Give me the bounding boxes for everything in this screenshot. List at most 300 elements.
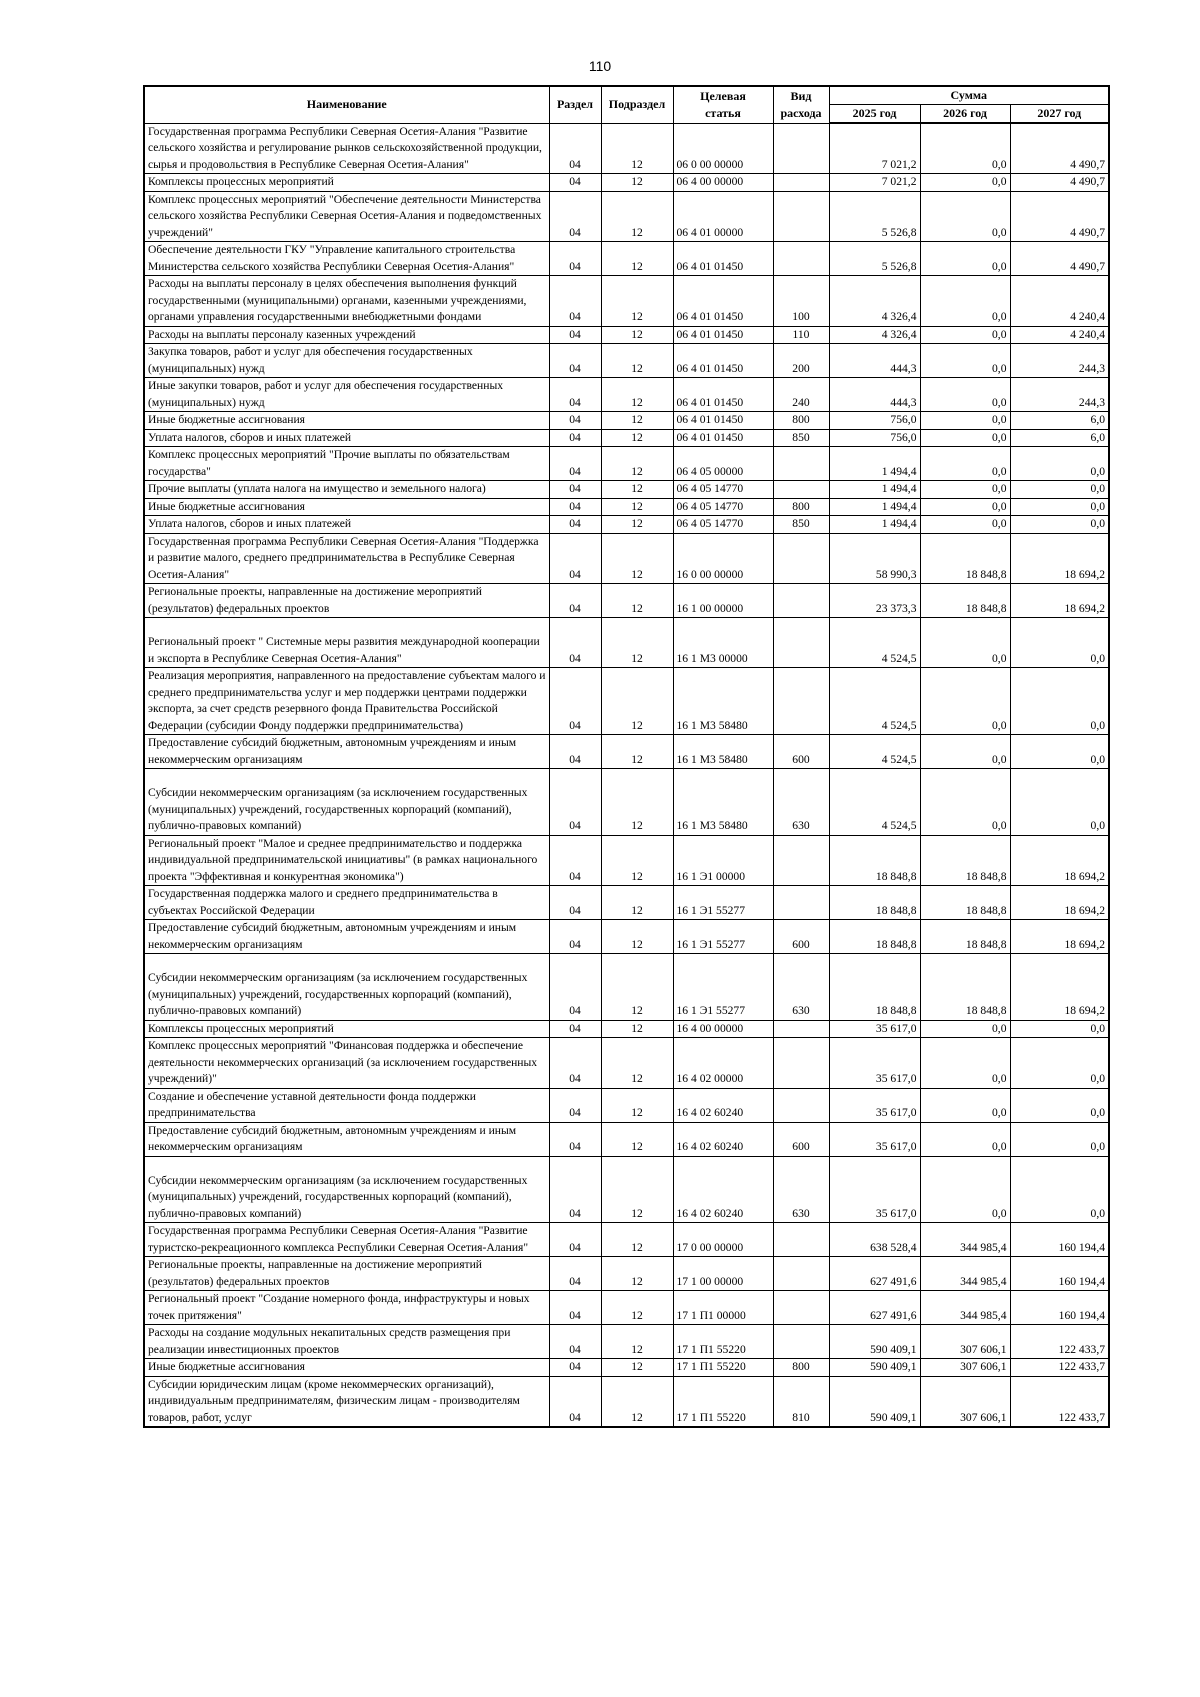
- row-target-article: 17 1 00 00000: [673, 1257, 773, 1291]
- row-expense-type: 850: [773, 516, 829, 534]
- row-expense-type: [773, 1291, 829, 1325]
- row-name: Комплексы процессных мероприятий: [144, 1020, 549, 1038]
- row-podrazdel: 12: [601, 835, 673, 886]
- row-sum-2027: 0,0: [1010, 1088, 1109, 1122]
- header-type-line2: расхода: [780, 105, 822, 120]
- budget-table: [143, 85, 1110, 1428]
- row-sum-2027: 122 433,7: [1010, 1359, 1109, 1377]
- row-sum-2026: 0,0: [920, 668, 1010, 735]
- row-razdel: 04: [549, 123, 601, 174]
- table-row: [144, 429, 1109, 447]
- row-sum-2025: 627 491,6: [829, 1291, 920, 1325]
- row-sum-2026: 344 985,4: [920, 1291, 1010, 1325]
- table-row: [144, 174, 1109, 192]
- row-expense-type: 630: [773, 954, 829, 1021]
- row-name: Субсидии некоммерческим организациям (за исключением государственных (муниципальных) учреждений, государственных корпораций (компаний), публично-правовых компаний): [144, 1156, 549, 1223]
- row-name: Расходы на создание модульных некапитальных средств размещения при реализации инвестиционных проектов: [144, 1325, 549, 1359]
- row-sum-2027: 160 194,4: [1010, 1257, 1109, 1291]
- row-razdel: 04: [549, 429, 601, 447]
- row-podrazdel: 12: [601, 769, 673, 836]
- table-row: [144, 769, 1109, 836]
- row-podrazdel: 12: [601, 1359, 673, 1377]
- row-sum-2025: 590 409,1: [829, 1325, 920, 1359]
- row-name: Комплекс процессных мероприятий "Обеспечение деятельности Министерства сельского хозяйства Республики Северная Осетия-Алания и подведомственных учреждений": [144, 191, 549, 242]
- row-expense-type: [773, 584, 829, 618]
- row-sum-2025: 7 021,2: [829, 123, 920, 174]
- header-podrazdel: Подраздел: [601, 86, 673, 123]
- row-sum-2027: 6,0: [1010, 412, 1109, 430]
- row-sum-2025: 35 617,0: [829, 1038, 920, 1089]
- row-sum-2026: 0,0: [920, 735, 1010, 769]
- row-sum-2025: 756,0: [829, 412, 920, 430]
- row-sum-2025: 4 524,5: [829, 769, 920, 836]
- row-razdel: 04: [549, 481, 601, 499]
- table-row: [144, 1088, 1109, 1122]
- row-sum-2026: 0,0: [920, 412, 1010, 430]
- row-sum-2026: 18 848,8: [920, 954, 1010, 1021]
- row-razdel: 04: [549, 447, 601, 481]
- row-expense-type: 800: [773, 1359, 829, 1377]
- row-sum-2027: 0,0: [1010, 1038, 1109, 1089]
- row-sum-2027: 122 433,7: [1010, 1376, 1109, 1427]
- row-podrazdel: 12: [601, 1088, 673, 1122]
- row-sum-2027: 18 694,2: [1010, 584, 1109, 618]
- row-razdel: 04: [549, 1257, 601, 1291]
- row-target-article: 06 4 05 00000: [673, 447, 773, 481]
- row-sum-2026: 18 848,8: [920, 886, 1010, 920]
- table-row: [144, 954, 1109, 1021]
- row-sum-2025: 4 326,4: [829, 276, 920, 327]
- row-target-article: 06 4 01 00000: [673, 191, 773, 242]
- row-podrazdel: 12: [601, 735, 673, 769]
- row-podrazdel: 12: [601, 584, 673, 618]
- row-sum-2026: 0,0: [920, 447, 1010, 481]
- row-sum-2025: 35 617,0: [829, 1020, 920, 1038]
- row-sum-2027: 4 240,4: [1010, 326, 1109, 344]
- row-podrazdel: 12: [601, 668, 673, 735]
- row-target-article: 16 4 02 60240: [673, 1122, 773, 1156]
- row-podrazdel: 12: [601, 191, 673, 242]
- row-sum-2025: 7 021,2: [829, 174, 920, 192]
- row-podrazdel: 12: [601, 516, 673, 534]
- row-razdel: 04: [549, 516, 601, 534]
- row-expense-type: 240: [773, 378, 829, 412]
- row-razdel: 04: [549, 954, 601, 1021]
- row-sum-2025: 5 526,8: [829, 242, 920, 276]
- row-target-article: 16 1 Э1 00000: [673, 835, 773, 886]
- row-razdel: 04: [549, 920, 601, 954]
- row-sum-2025: 444,3: [829, 344, 920, 378]
- row-name: Создание и обеспечение уставной деятельности фонда поддержки предпринимательства: [144, 1088, 549, 1122]
- row-razdel: 04: [549, 835, 601, 886]
- table-row: [144, 1257, 1109, 1291]
- row-sum-2025: 1 494,4: [829, 516, 920, 534]
- row-target-article: 16 0 00 00000: [673, 533, 773, 584]
- row-podrazdel: 12: [601, 1291, 673, 1325]
- row-expense-type: 810: [773, 1376, 829, 1427]
- row-sum-2026: 307 606,1: [920, 1325, 1010, 1359]
- row-name: Региональный проект "Создание номерного фонда, инфраструктуры и новых точек притяжения": [144, 1291, 549, 1325]
- row-target-article: 06 4 01 01450: [673, 344, 773, 378]
- row-name: Иные бюджетные ассигнования: [144, 498, 549, 516]
- row-name: Предоставление субсидий бюджетным, автономным учреждениям и иным некоммерческим организациям: [144, 920, 549, 954]
- row-sum-2025: 1 494,4: [829, 498, 920, 516]
- table-row: [144, 123, 1109, 174]
- row-sum-2025: 35 617,0: [829, 1088, 920, 1122]
- table-row: [144, 242, 1109, 276]
- row-sum-2025: 4 524,5: [829, 668, 920, 735]
- row-sum-2026: 0,0: [920, 618, 1010, 668]
- row-razdel: 04: [549, 668, 601, 735]
- row-razdel: 04: [549, 344, 601, 378]
- row-sum-2027: 0,0: [1010, 769, 1109, 836]
- table-row: [144, 191, 1109, 242]
- row-expense-type: 600: [773, 1122, 829, 1156]
- row-podrazdel: 12: [601, 447, 673, 481]
- row-expense-type: 600: [773, 920, 829, 954]
- header-year-2027: 2027 год: [1010, 105, 1109, 124]
- row-sum-2027: 0,0: [1010, 498, 1109, 516]
- row-sum-2027: 244,3: [1010, 344, 1109, 378]
- row-podrazdel: 12: [601, 276, 673, 327]
- row-target-article: 16 1 Э1 55277: [673, 920, 773, 954]
- row-target-article: 06 4 00 00000: [673, 174, 773, 192]
- row-podrazdel: 12: [601, 429, 673, 447]
- row-razdel: 04: [549, 326, 601, 344]
- row-podrazdel: 12: [601, 344, 673, 378]
- row-sum-2026: 0,0: [920, 242, 1010, 276]
- row-razdel: 04: [549, 174, 601, 192]
- row-sum-2027: 18 694,2: [1010, 533, 1109, 584]
- table-row: [144, 498, 1109, 516]
- row-sum-2027: 18 694,2: [1010, 886, 1109, 920]
- row-sum-2025: 590 409,1: [829, 1376, 920, 1427]
- row-razdel: 04: [549, 1156, 601, 1223]
- row-expense-type: [773, 668, 829, 735]
- table-row: [144, 668, 1109, 735]
- table-row: [144, 447, 1109, 481]
- row-podrazdel: 12: [601, 378, 673, 412]
- row-sum-2026: 0,0: [920, 1088, 1010, 1122]
- table-row: [144, 533, 1109, 584]
- row-razdel: 04: [549, 498, 601, 516]
- row-name: Иные бюджетные ассигнования: [144, 1359, 549, 1377]
- row-name: Государственная программа Республики Северная Осетия-Алания "Развитие туристско-рекреационного комплекса Республики Северная Осетия-Алания": [144, 1223, 549, 1257]
- row-podrazdel: 12: [601, 1325, 673, 1359]
- row-razdel: 04: [549, 584, 601, 618]
- table-row: [144, 378, 1109, 412]
- row-podrazdel: 12: [601, 412, 673, 430]
- row-sum-2026: 0,0: [920, 344, 1010, 378]
- row-sum-2025: 4 524,5: [829, 735, 920, 769]
- row-sum-2026: 0,0: [920, 174, 1010, 192]
- row-name: Уплата налогов, сборов и иных платежей: [144, 429, 549, 447]
- row-sum-2027: 4 490,7: [1010, 191, 1109, 242]
- row-name: Закупка товаров, работ и услуг для обеспечения государственных (муниципальных) нужд: [144, 344, 549, 378]
- header-year-2025: 2025 год: [829, 105, 920, 124]
- row-sum-2026: 0,0: [920, 769, 1010, 836]
- row-sum-2027: 4 240,4: [1010, 276, 1109, 327]
- row-target-article: 16 4 02 60240: [673, 1156, 773, 1223]
- header-target-line2: статья: [705, 105, 741, 120]
- row-expense-type: [773, 886, 829, 920]
- table-row: [144, 1223, 1109, 1257]
- row-razdel: 04: [549, 618, 601, 668]
- row-expense-type: [773, 481, 829, 499]
- row-expense-type: [773, 174, 829, 192]
- row-name: Предоставление субсидий бюджетным, автономным учреждениям и иным некоммерческим организациям: [144, 1122, 549, 1156]
- row-expense-type: [773, 1325, 829, 1359]
- row-sum-2027: 0,0: [1010, 618, 1109, 668]
- row-podrazdel: 12: [601, 242, 673, 276]
- row-razdel: 04: [549, 412, 601, 430]
- table-row: [144, 1020, 1109, 1038]
- row-target-article: 17 0 00 00000: [673, 1223, 773, 1257]
- row-sum-2027: 122 433,7: [1010, 1325, 1109, 1359]
- table-row: [144, 835, 1109, 886]
- row-expense-type: [773, 1257, 829, 1291]
- row-name: Субсидии юридическим лицам (кроме некоммерческих организаций), индивидуальным предпринимателям, физическим лицам - производителям товаров, работ, услуг: [144, 1376, 549, 1427]
- row-sum-2026: 0,0: [920, 191, 1010, 242]
- row-sum-2026: 0,0: [920, 1122, 1010, 1156]
- row-sum-2027: 0,0: [1010, 516, 1109, 534]
- row-sum-2025: 18 848,8: [829, 920, 920, 954]
- row-podrazdel: 12: [601, 498, 673, 516]
- table-row: [144, 1156, 1109, 1223]
- row-name: Прочие выплаты (уплата налога на имущество и земельного налога): [144, 481, 549, 499]
- row-razdel: 04: [549, 378, 601, 412]
- row-target-article: 17 1 П1 55220: [673, 1359, 773, 1377]
- row-razdel: 04: [549, 1088, 601, 1122]
- header-year-2026: 2026 год: [920, 105, 1010, 124]
- row-name: Государственная программа Республики Северная Осетия-Алания "Развитие сельского хозяйства и регулирование рынков сельскохозяйственной продукции, сырья и продовольствия в Республике Северная Осетия-Алания": [144, 123, 549, 174]
- row-name: Субсидии некоммерческим организациям (за исключением государственных (муниципальных) учреждений, государственных корпораций (компаний), публично-правовых компаний): [144, 769, 549, 836]
- row-target-article: 16 1 Э1 55277: [673, 954, 773, 1021]
- row-sum-2025: 35 617,0: [829, 1156, 920, 1223]
- row-expense-type: [773, 1020, 829, 1038]
- row-sum-2027: 244,3: [1010, 378, 1109, 412]
- row-sum-2027: 160 194,4: [1010, 1291, 1109, 1325]
- row-sum-2026: 344 985,4: [920, 1257, 1010, 1291]
- row-podrazdel: 12: [601, 1257, 673, 1291]
- table-row: [144, 920, 1109, 954]
- row-name: Расходы на выплаты персоналу казенных учреждений: [144, 326, 549, 344]
- table-header: [144, 86, 1109, 123]
- header-type-line1: Вид: [790, 88, 812, 103]
- row-expense-type: 110: [773, 326, 829, 344]
- row-sum-2027: 0,0: [1010, 668, 1109, 735]
- row-sum-2026: 0,0: [920, 516, 1010, 534]
- row-target-article: 06 4 01 01450: [673, 412, 773, 430]
- row-target-article: 16 1 Э1 55277: [673, 886, 773, 920]
- row-sum-2027: 0,0: [1010, 1156, 1109, 1223]
- row-target-article: 06 0 00 00000: [673, 123, 773, 174]
- row-sum-2025: 18 848,8: [829, 886, 920, 920]
- table-row: [144, 1325, 1109, 1359]
- table-row: [144, 481, 1109, 499]
- row-name: Региональный проект "Малое и среднее предпринимательство и поддержка индивидуальной предпринимательской инициативы" (в рамках национального проекта "Эффективная и конкурентная экономика"): [144, 835, 549, 886]
- row-expense-type: [773, 123, 829, 174]
- row-razdel: 04: [549, 1359, 601, 1377]
- row-target-article: 06 4 01 01450: [673, 378, 773, 412]
- row-sum-2026: 18 848,8: [920, 533, 1010, 584]
- row-razdel: 04: [549, 735, 601, 769]
- row-name: Государственная программа Республики Северная Осетия-Алания "Поддержка и развитие малого, среднего предпринимательства в Республике Северная Осетия-Алания": [144, 533, 549, 584]
- row-sum-2026: 0,0: [920, 276, 1010, 327]
- row-expense-type: [773, 835, 829, 886]
- row-razdel: 04: [549, 242, 601, 276]
- row-name: Комплексы процессных мероприятий: [144, 174, 549, 192]
- row-sum-2026: 0,0: [920, 1020, 1010, 1038]
- table-row: [144, 1359, 1109, 1377]
- row-razdel: 04: [549, 533, 601, 584]
- row-expense-type: [773, 618, 829, 668]
- row-expense-type: 600: [773, 735, 829, 769]
- table-row: [144, 886, 1109, 920]
- row-expense-type: 200: [773, 344, 829, 378]
- row-razdel: 04: [549, 1376, 601, 1427]
- header-target-article: [673, 86, 773, 123]
- row-sum-2025: 4 524,5: [829, 618, 920, 668]
- row-target-article: 06 4 01 01450: [673, 242, 773, 276]
- table-row: [144, 735, 1109, 769]
- row-target-article: 06 4 01 01450: [673, 276, 773, 327]
- row-sum-2027: 0,0: [1010, 1020, 1109, 1038]
- row-razdel: 04: [549, 1223, 601, 1257]
- row-sum-2026: 0,0: [920, 481, 1010, 499]
- row-expense-type: [773, 242, 829, 276]
- row-razdel: 04: [549, 769, 601, 836]
- row-sum-2027: 4 490,7: [1010, 174, 1109, 192]
- row-sum-2026: 0,0: [920, 326, 1010, 344]
- row-target-article: 06 4 01 01450: [673, 429, 773, 447]
- header-razdel: Раздел: [549, 86, 601, 123]
- row-sum-2025: 4 326,4: [829, 326, 920, 344]
- row-target-article: 16 1 00 00000: [673, 584, 773, 618]
- row-podrazdel: 12: [601, 1156, 673, 1223]
- row-podrazdel: 12: [601, 1020, 673, 1038]
- row-sum-2026: 0,0: [920, 498, 1010, 516]
- row-name: Комплекс процессных мероприятий "Прочие выплаты по обязательствам государства": [144, 447, 549, 481]
- row-expense-type: [773, 1038, 829, 1089]
- row-name: Уплата налогов, сборов и иных платежей: [144, 516, 549, 534]
- row-target-article: 06 4 05 14770: [673, 516, 773, 534]
- row-target-article: 17 1 П1 55220: [673, 1376, 773, 1427]
- row-sum-2026: 0,0: [920, 123, 1010, 174]
- row-name: Обеспечение деятельности ГКУ "Управление капитального строительства Министерства сельского хозяйства Республики Северная Осетия-Алания": [144, 242, 549, 276]
- row-expense-type: 630: [773, 769, 829, 836]
- row-sum-2025: 590 409,1: [829, 1359, 920, 1377]
- row-sum-2026: 307 606,1: [920, 1359, 1010, 1377]
- row-podrazdel: 12: [601, 326, 673, 344]
- row-target-article: 06 4 01 01450: [673, 326, 773, 344]
- header-sum: Сумма: [829, 86, 1109, 105]
- row-name: Расходы на выплаты персоналу в целях обеспечения выполнения функций государственными (муниципальными) органами, казенными учреждениями, органами управления государственными внебюджетными фондами: [144, 276, 549, 327]
- header-expense-type: [773, 86, 829, 123]
- row-podrazdel: 12: [601, 618, 673, 668]
- row-target-article: 16 4 00 00000: [673, 1020, 773, 1038]
- row-podrazdel: 12: [601, 1122, 673, 1156]
- row-name: Предоставление субсидий бюджетным, автономным учреждениям и иным некоммерческим организациям: [144, 735, 549, 769]
- row-razdel: 04: [549, 1291, 601, 1325]
- row-target-article: 16 4 02 00000: [673, 1038, 773, 1089]
- row-name: Иные закупки товаров, работ и услуг для обеспечения государственных (муниципальных) нужд: [144, 378, 549, 412]
- row-sum-2027: 18 694,2: [1010, 954, 1109, 1021]
- row-expense-type: [773, 1223, 829, 1257]
- row-sum-2027: 18 694,2: [1010, 920, 1109, 954]
- row-expense-type: 800: [773, 412, 829, 430]
- row-sum-2027: 0,0: [1010, 735, 1109, 769]
- row-sum-2025: 627 491,6: [829, 1257, 920, 1291]
- row-target-article: 17 1 П1 55220: [673, 1325, 773, 1359]
- row-sum-2026: 0,0: [920, 429, 1010, 447]
- row-expense-type: 800: [773, 498, 829, 516]
- row-podrazdel: 12: [601, 1223, 673, 1257]
- row-name: Реализация мероприятия, направленного на предоставление субъектам малого и среднего предпринимательства услуг и мер поддержки центрами поддержки экспорта, за счет средств резервного фонда Правительства Российской Федерации (субсидии Фонду поддержки предпринимательства): [144, 668, 549, 735]
- row-name: Комплекс процессных мероприятий "Финансовая поддержка и обеспечение деятельности некоммерческих организаций (за исключением государственных учреждений)": [144, 1038, 549, 1089]
- row-sum-2025: 58 990,3: [829, 533, 920, 584]
- page-number: 110: [588, 58, 612, 74]
- row-expense-type: [773, 191, 829, 242]
- table-row: [144, 344, 1109, 378]
- row-target-article: 06 4 05 14770: [673, 498, 773, 516]
- header-name: Наименование: [144, 86, 549, 123]
- row-expense-type: [773, 447, 829, 481]
- row-podrazdel: 12: [601, 1038, 673, 1089]
- row-razdel: 04: [549, 886, 601, 920]
- row-sum-2026: 0,0: [920, 1156, 1010, 1223]
- row-expense-type: 100: [773, 276, 829, 327]
- row-razdel: 04: [549, 276, 601, 327]
- row-target-article: 06 4 05 14770: [673, 481, 773, 499]
- row-sum-2026: 18 848,8: [920, 835, 1010, 886]
- row-sum-2025: 35 617,0: [829, 1122, 920, 1156]
- table-row: [144, 412, 1109, 430]
- row-name: Региональные проекты, направленные на достижение мероприятий (результатов) федеральных проектов: [144, 1257, 549, 1291]
- table-row: [144, 516, 1109, 534]
- row-sum-2027: 160 194,4: [1010, 1223, 1109, 1257]
- row-podrazdel: 12: [601, 533, 673, 584]
- row-sum-2025: 638 528,4: [829, 1223, 920, 1257]
- row-sum-2025: 18 848,8: [829, 835, 920, 886]
- row-sum-2025: 1 494,4: [829, 481, 920, 499]
- row-sum-2027: 4 490,7: [1010, 123, 1109, 174]
- row-name: Государственная поддержка малого и среднего предпринимательства в субъектах Российской Федерации: [144, 886, 549, 920]
- row-sum-2026: 307 606,1: [920, 1376, 1010, 1427]
- table-row: [144, 584, 1109, 618]
- row-podrazdel: 12: [601, 954, 673, 1021]
- row-razdel: 04: [549, 1038, 601, 1089]
- row-podrazdel: 12: [601, 123, 673, 174]
- row-sum-2026: 344 985,4: [920, 1223, 1010, 1257]
- row-sum-2027: 0,0: [1010, 1122, 1109, 1156]
- row-sum-2025: 444,3: [829, 378, 920, 412]
- row-target-article: 16 1 М3 00000: [673, 618, 773, 668]
- row-name: Иные бюджетные ассигнования: [144, 412, 549, 430]
- row-target-article: 16 4 02 60240: [673, 1088, 773, 1122]
- row-target-article: 16 1 М3 58480: [673, 668, 773, 735]
- row-name: Региональные проекты, направленные на достижение мероприятий (результатов) федеральных проектов: [144, 584, 549, 618]
- row-sum-2025: 18 848,8: [829, 954, 920, 1021]
- table-row: [144, 276, 1109, 327]
- row-podrazdel: 12: [601, 920, 673, 954]
- row-sum-2025: 1 494,4: [829, 447, 920, 481]
- row-target-article: 16 1 М3 58480: [673, 735, 773, 769]
- header-target-line1: Целевая: [700, 88, 746, 103]
- row-name: Субсидии некоммерческим организациям (за исключением государственных (муниципальных) учреждений, государственных корпораций (компаний), публично-правовых компаний): [144, 954, 549, 1021]
- row-razdel: 04: [549, 1325, 601, 1359]
- row-razdel: 04: [549, 1122, 601, 1156]
